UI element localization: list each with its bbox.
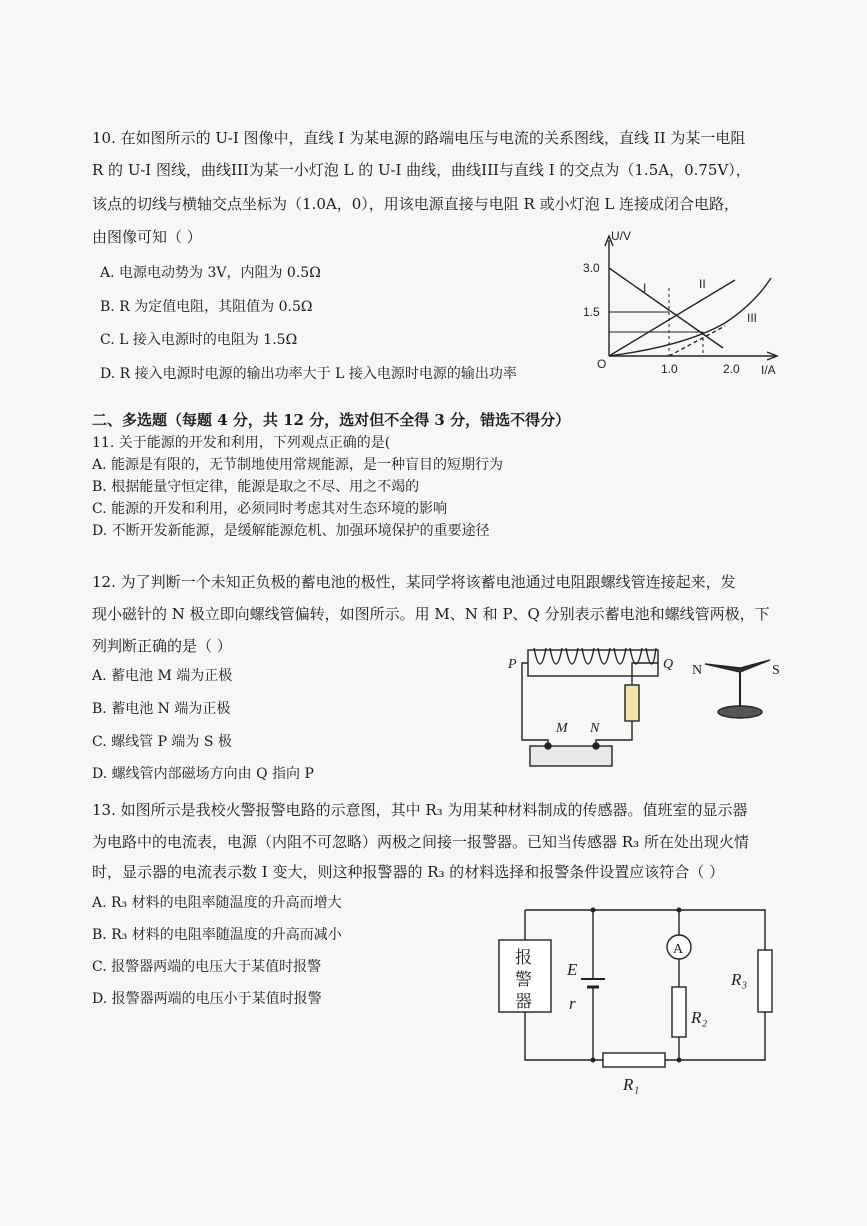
q12-line3: 列判断正确的是（ ） (92, 637, 232, 655)
q11-stem: 11. 关于能源的开发和利用，下列观点正确的是( (92, 435, 391, 451)
q10-line3: 该点的切线与横轴交点坐标为（1.0A，0），用该电源直接与电阻 R 或小灯泡 L 连接成闭合电路， (92, 195, 740, 213)
label-M: M (556, 721, 568, 736)
q13-line3: 时，显示器的电流表示数 I 变大，则这种报警器的 R₃ 的材料选择和报警条件设置应该符合（ ） (92, 863, 725, 881)
needle-S-label: S (772, 663, 780, 678)
wire-right-top (632, 663, 658, 685)
x-tick-1: 1.0 (661, 362, 678, 376)
q10-line2: R 的 U-I 图线，曲线III为某一小灯泡 L 的 U-I 曲线，曲线III与直线 I 的交点为（1.5A，0.75V）， (92, 161, 751, 179)
battery-terminal-n (593, 743, 599, 749)
node-1 (591, 908, 596, 913)
battery-terminal-m (545, 743, 551, 749)
wire-right-bottom (596, 721, 632, 746)
label-II: II (699, 277, 706, 291)
line-I (609, 268, 723, 348)
q10-option-c: C. L 接入电源时的电阻为 1.5Ω (100, 332, 298, 348)
q11-option-a: A. 能源是有限的，无节制地使用常规能源，是一种盲目的短期行为 (92, 457, 504, 473)
q12-solenoid-figure (500, 640, 800, 775)
magnetic-needle (705, 660, 770, 672)
q11-option-c: C. 能源的开发和利用，必须同时考虑其对生态环境的影响 (92, 501, 448, 517)
q12-option-b: B. 蓄电池 N 端为正极 (92, 701, 231, 717)
y-tick-1_5: 1.5 (583, 305, 600, 319)
q13-option-c: C. 报警器两端的电压大于某值时报警 (92, 959, 322, 975)
label-I: I (643, 281, 647, 295)
label-R1: R₁ (623, 1075, 640, 1094)
x-axis-label: I/A (761, 363, 776, 377)
label-R3: R₃ (731, 970, 748, 989)
origin-label: O (597, 357, 607, 371)
resistor-r1 (603, 1053, 665, 1067)
label-III: III (747, 311, 758, 325)
q13-option-d: D. 报警器两端的电压小于某值时报警 (92, 991, 322, 1007)
line-II (609, 280, 735, 356)
battery (530, 746, 612, 766)
label-E: E (567, 960, 578, 979)
alarm-char-1: 报 (515, 948, 532, 967)
q12-option-c: C. 螺线管 P 端为 S 极 (92, 734, 232, 750)
needle-base (718, 706, 762, 718)
wire-top-right (525, 910, 765, 1060)
q12-line1: 12. 为了判断一个未知正负极的蓄电池的极性，某同学将该蓄电池通过电阻跟螺线管连接起来，发 (92, 573, 736, 591)
q10-option-d: D. R 接入电源时电源的输出功率大于 L 接入电源时电源的输出功率 (100, 366, 517, 382)
resistor-r3 (758, 950, 772, 1012)
y-axis-label: U/V (611, 229, 632, 243)
y-tick-3: 3.0 (583, 261, 600, 275)
q10-ui-graph (575, 228, 790, 383)
label-N: N (590, 721, 600, 736)
q13-alarm-circuit (495, 895, 795, 1100)
q13-option-a: A. R₃ 材料的电阻率随温度的升高而增大 (92, 895, 342, 911)
node-4 (677, 1058, 682, 1063)
q10-line4: 由图像可知（ ） (92, 228, 202, 246)
label-r: r (569, 994, 576, 1013)
q10-line1: 10. 在如图所示的 U-I 图像中，直线 I 为某电源的路端电压与电流的关系图线，直线 II 为某一电阻 (92, 129, 746, 147)
q11-option-d: D. 不断开发新能源，是缓解能源危机、加强环境保护的重要途径 (92, 523, 490, 539)
q11-option-b: B. 根据能量守恒定律，能源是取之不尽、用之不竭的 (92, 479, 420, 495)
q12-option-a: A. 蓄电池 M 端为正极 (92, 668, 233, 684)
resistor (625, 685, 639, 721)
alarm-char-2: 警 (515, 970, 532, 989)
label-Q: Q (663, 657, 674, 672)
section2-title: 二、多选题（每题 4 分，共 12 分，选对但不全得 3 分，错选不得分） (92, 411, 571, 429)
q13-line1: 13. 如图所示是我校火警报警电路的示意图，其中 R₃ 为用某种材料制成的传感器。值班室的显示器 (92, 801, 748, 819)
q13-option-b: B. R₃ 材料的电阻率随温度的升高而减小 (92, 927, 342, 943)
label-P: P (508, 657, 517, 672)
node-2 (677, 908, 682, 913)
q13-line2: 为电路中的电流表，电源（内阻不可忽略）两极之间接一报警器。已知当传感器 R₃ 所在处出现火情 (92, 833, 749, 851)
x-tick-2: 2.0 (723, 362, 740, 376)
q10-option-b: B. R 为定值电阻，其阻值为 0.5Ω (100, 299, 313, 315)
alarm-char-3: 器 (515, 992, 532, 1011)
needle-N-label: N (692, 663, 703, 678)
q12-line2: 现小磁针的 N 极立即向螺线管偏转，如图所示。用 M、N 和 P、Q 分别表示蓄电池和螺线管两极，下 (92, 605, 770, 623)
node-3 (591, 1058, 596, 1063)
label-R2: R₂ (691, 1008, 708, 1027)
label-A: A (673, 942, 684, 957)
q10-option-a: A. 电源电动势为 3V，内阻为 0.5Ω (100, 265, 321, 281)
q12-option-d: D. 螺线管内部磁场方向由 Q 指向 P (92, 766, 314, 782)
resistor-r2 (672, 987, 686, 1037)
